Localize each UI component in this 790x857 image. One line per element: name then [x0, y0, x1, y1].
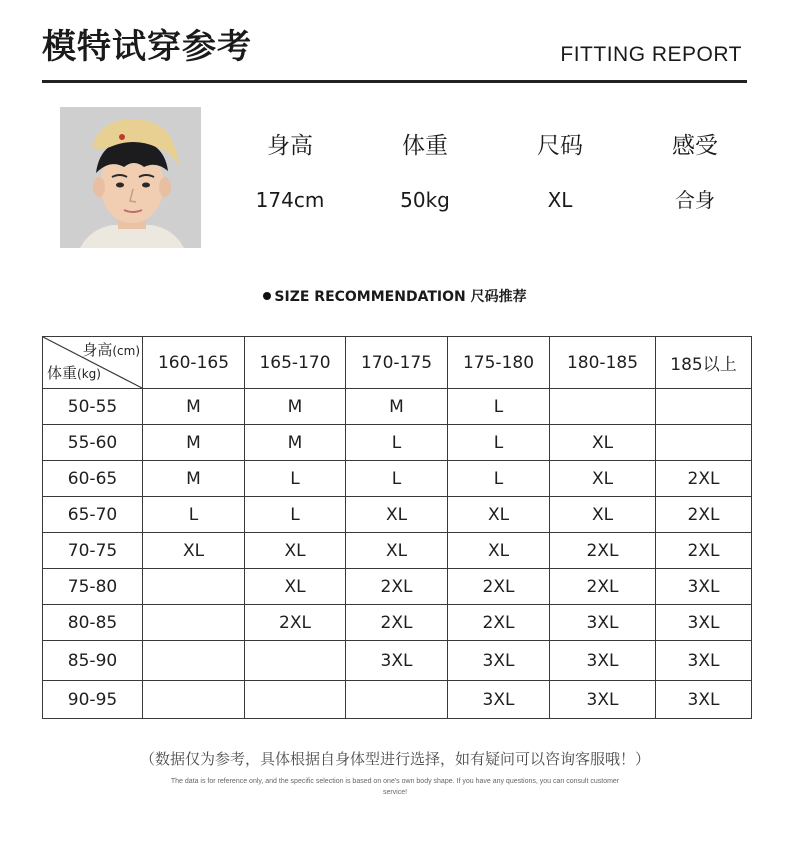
size-cell: 2XL	[656, 461, 752, 497]
size-cell	[245, 641, 346, 681]
size-cell: 3XL	[656, 681, 752, 719]
size-cell: 3XL	[656, 569, 752, 605]
weight-row-header: 55-60	[43, 425, 143, 461]
size-cell: 3XL	[550, 681, 656, 719]
size-cell	[245, 681, 346, 719]
size-cell: 2XL	[346, 605, 448, 641]
size-cell: XL	[346, 533, 448, 569]
size-cell: M	[143, 389, 245, 425]
weight-axis-label: 体重(kg)	[47, 364, 101, 382]
size-cell: 2XL	[346, 569, 448, 605]
size-cell	[143, 605, 245, 641]
size-cell: 2XL	[550, 533, 656, 569]
stat-feeling	[627, 120, 763, 212]
size-cell: 3XL	[656, 605, 752, 641]
stat-value: 174cm	[255, 188, 325, 212]
stat-size	[492, 120, 628, 212]
stat-label: 体重	[402, 133, 448, 159]
size-cell: M	[245, 389, 346, 425]
stat-label: 身高	[267, 133, 313, 159]
stat-height	[222, 120, 358, 212]
height-column-header: 180-185	[550, 337, 656, 389]
height-column-header: 175-180	[448, 337, 550, 389]
size-cell: XL	[245, 533, 346, 569]
size-cell: L	[448, 389, 550, 425]
size-cell: L	[143, 497, 245, 533]
disclaimer-en: The data is for reference only, and the specific selection is based on one's own body shape. If you have any questions, you can consult customer service!	[170, 778, 620, 796]
height-column-header: 185以上	[656, 337, 752, 389]
stat-weight	[357, 120, 493, 212]
model-portrait-image	[60, 107, 201, 248]
size-cell: 2XL	[550, 569, 656, 605]
stat-value: 50kg	[400, 188, 450, 212]
size-cell: XL	[550, 497, 656, 533]
size-cell: XL	[448, 497, 550, 533]
weight-row-header: 65-70	[43, 497, 143, 533]
weight-row-header: 80-85	[43, 605, 143, 641]
height-column-header: 165-170	[245, 337, 346, 389]
size-cell: M	[143, 461, 245, 497]
size-cell: 3XL	[550, 641, 656, 681]
size-cell: XL	[245, 569, 346, 605]
size-cell: XL	[448, 533, 550, 569]
height-axis-label: 身高(cm)	[82, 341, 140, 359]
size-cell	[550, 389, 656, 425]
weight-row-header: 75-80	[43, 569, 143, 605]
size-cell: 2XL	[656, 533, 752, 569]
table-row	[43, 461, 752, 497]
table-row	[43, 497, 752, 533]
size-cell: 3XL	[550, 605, 656, 641]
page-title: 模特试穿参考	[42, 27, 252, 67]
table-row	[43, 389, 752, 425]
size-cell: 3XL	[448, 681, 550, 719]
size-cell: 3XL	[656, 641, 752, 681]
size-cell	[143, 641, 245, 681]
size-cell: 3XL	[448, 641, 550, 681]
size-cell: 2XL	[448, 605, 550, 641]
size-cell: 3XL	[346, 641, 448, 681]
weight-row-header: 50-55	[43, 389, 143, 425]
stat-label: 感受	[672, 133, 718, 159]
stat-value: 合身	[675, 188, 715, 212]
header-divider	[42, 80, 747, 83]
bullet-icon	[263, 292, 271, 300]
table-row	[43, 425, 752, 461]
table-row	[43, 641, 752, 681]
size-cell: L	[346, 461, 448, 497]
size-cell: M	[346, 389, 448, 425]
size-cell: L	[245, 497, 346, 533]
stat-label: 尺码	[537, 133, 583, 159]
size-cell	[143, 681, 245, 719]
size-cell: M	[245, 425, 346, 461]
table-row	[43, 533, 752, 569]
size-cell: M	[143, 425, 245, 461]
weight-row-header: 70-75	[43, 533, 143, 569]
size-cell: L	[448, 461, 550, 497]
section-heading	[0, 286, 790, 308]
size-cell	[143, 569, 245, 605]
table-row	[43, 681, 752, 719]
size-cell: XL	[550, 461, 656, 497]
height-column-header: 160-165	[143, 337, 245, 389]
disclaimer-cn: （数据仅为参考，具体根据自身体型进行选择，如有疑问可以咨询客服哦！）	[139, 750, 650, 768]
size-cell	[346, 681, 448, 719]
section-heading-text: SIZE RECOMMENDATION 尺码推荐	[274, 289, 527, 305]
size-cell: XL	[143, 533, 245, 569]
table-row	[43, 605, 752, 641]
size-cell: L	[346, 425, 448, 461]
weight-row-header: 85-90	[43, 641, 143, 681]
table-header-row	[43, 337, 752, 389]
height-column-header: 170-175	[346, 337, 448, 389]
size-cell	[656, 389, 752, 425]
table-row	[43, 569, 752, 605]
size-cell	[656, 425, 752, 461]
size-chart-table	[42, 336, 752, 719]
weight-row-header: 90-95	[43, 681, 143, 719]
size-cell: XL	[346, 497, 448, 533]
size-cell: XL	[550, 425, 656, 461]
size-cell: 2XL	[448, 569, 550, 605]
corner-cell	[43, 337, 143, 389]
size-cell: L	[245, 461, 346, 497]
stat-value: XL	[547, 188, 573, 212]
model-photo	[60, 107, 201, 248]
size-cell: L	[448, 425, 550, 461]
page-subtitle: FITTING REPORT	[560, 43, 742, 66]
size-cell: 2XL	[656, 497, 752, 533]
weight-row-header: 60-65	[43, 461, 143, 497]
size-cell: 2XL	[245, 605, 346, 641]
